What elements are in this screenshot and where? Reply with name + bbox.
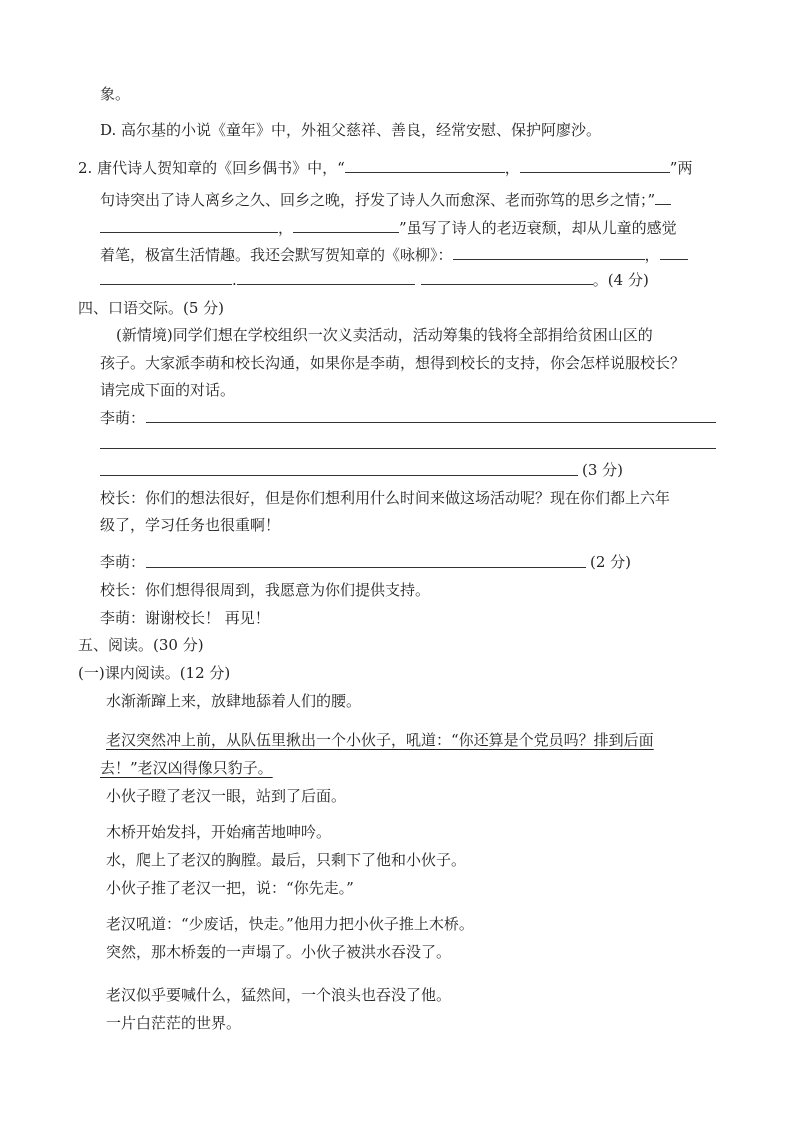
passage-line-11: 一片白茫茫的世界。 bbox=[106, 1014, 242, 1032]
q2-answer-blank-2[interactable] bbox=[520, 158, 670, 173]
s4-answer-line-2[interactable] bbox=[100, 448, 716, 449]
s4-answer-line-3[interactable] bbox=[100, 475, 578, 476]
passage-line-2-underlined: 老汉突然冲上前，从队伍里揪出一个小伙子，吼道：“你还算是个党员吗？排到后面 bbox=[106, 731, 654, 749]
passage-line-1: 水渐渐蹿上来，放肆地舔着人们的腰。 bbox=[106, 692, 362, 710]
q2-number: 2. bbox=[78, 159, 93, 177]
q2-answer-blank-3a[interactable] bbox=[655, 190, 671, 205]
q2-text-3: ”两 bbox=[669, 159, 693, 177]
section-5-title: 五、阅读。(30 分) bbox=[78, 636, 204, 654]
q1-text-tail: 象。 bbox=[100, 85, 131, 103]
q2-answer-blank-1[interactable] bbox=[345, 158, 505, 173]
s4-answer-line-1[interactable] bbox=[146, 422, 716, 423]
passage-line-4: 小伙子瞪了老汉一眼，站到了后面。 bbox=[106, 787, 347, 805]
q2-period: 。 bbox=[592, 271, 608, 289]
q2-text-5: ”虽写了诗人的老迈衰颓，却从儿童的感觉 bbox=[399, 219, 677, 237]
s4-score-2: (2 分) bbox=[590, 553, 632, 571]
s4-principal-2: 校长：你们想得很周到，我愿意为你们提供支持。 bbox=[100, 581, 431, 599]
passage-line-3-underlined: 去！”老汉凶得像只豹子。 bbox=[100, 759, 273, 777]
q2-answer-blank-7[interactable] bbox=[237, 270, 415, 285]
q2-line-4 bbox=[100, 245, 688, 265]
passage-line-10: 老汉似乎要喊什么，猛然间，一个浪头也吞没了他。 bbox=[106, 986, 452, 1004]
s5-subsection-1: (一)课内阅读。(12 分) bbox=[78, 664, 231, 682]
s4-principal-1a: 校长：你们的想法很好，但是你们想利用什么时间来做这场活动呢？现在你们都上六年 bbox=[100, 489, 671, 507]
s4-prompt-3: 请完成下面的对话。 bbox=[100, 381, 236, 399]
q2-text-4: 着笔，极富生活情趣。我还会默写贺知章的《咏柳》： bbox=[100, 246, 453, 264]
s4-prompt-1: (新情境)同学们想在学校组织一次义卖活动，活动筹集的钱将全部捐给贫困山区的 bbox=[116, 326, 653, 344]
s4-limeng-3: 李萌：谢谢校长！ 再见！ bbox=[100, 609, 270, 627]
q2-comma-1: ， bbox=[504, 159, 520, 177]
passage-line-9: 突然，那木桥轰的一声塌了。小伙子被洪水吞没了。 bbox=[106, 943, 452, 961]
passage-line-5: 木桥开始发抖，开始痛苦地呻吟。 bbox=[106, 823, 332, 841]
q2-line-1 bbox=[78, 158, 692, 178]
s4-score-1: (3 分) bbox=[582, 461, 624, 479]
q2-answer-blank-3b[interactable] bbox=[100, 218, 278, 233]
s4-answer-line-4[interactable] bbox=[146, 567, 586, 568]
q2-comma-2: ， bbox=[278, 219, 294, 237]
q2-line-3 bbox=[100, 218, 677, 238]
s4-limeng-label-1: 李萌： bbox=[100, 409, 146, 427]
q2-answer-blank-8[interactable] bbox=[421, 270, 593, 285]
q1-option-d: D. 高尔基的小说《童年》中，外祖父慈祥、善良，经常安慰、保护阿廖沙。 bbox=[100, 121, 602, 139]
q2-dot: . bbox=[232, 271, 237, 289]
s4-principal-1b: 级了，学习任务也很重啊！ bbox=[100, 516, 281, 534]
q2-answer-blank-4[interactable] bbox=[293, 218, 399, 233]
q2-text-2: 句诗突出了诗人离乡之久、回乡之晚，抒发了诗人久而愈深、老而弥笃的思乡之情；” bbox=[100, 191, 656, 209]
passage-line-7: 小伙子推了老汉一把，说：“你先走。” bbox=[106, 879, 354, 897]
q2-line-5 bbox=[100, 270, 649, 290]
passage-line-8: 老汉吼道：“少废话，快走。”他用力把小伙子推上木桥。 bbox=[106, 915, 474, 933]
section-4-title: 四、口语交际。(5 分) bbox=[78, 299, 225, 317]
q2-line-2 bbox=[100, 190, 671, 210]
passage-line-6: 水，爬上了老汉的胸膛。最后，只剩下了他和小伙子。 bbox=[106, 851, 467, 869]
q2-answer-blank-5[interactable] bbox=[453, 245, 645, 260]
s4-prompt-2: 孩子。大家派李萌和校长沟通，如果你是李萌，想得到校长的支持，你会怎样说服校长？ bbox=[100, 354, 686, 372]
q2-answer-blank-6b[interactable] bbox=[100, 270, 232, 285]
q2-text-1: 唐代诗人贺知章的《回乡偶书》中，“ bbox=[97, 159, 345, 177]
q2-answer-blank-6a[interactable] bbox=[660, 245, 688, 260]
q2-score: (4 分) bbox=[607, 271, 649, 289]
s4-limeng-label-2: 李萌： bbox=[100, 553, 146, 571]
q2-comma-3: ， bbox=[644, 246, 660, 264]
